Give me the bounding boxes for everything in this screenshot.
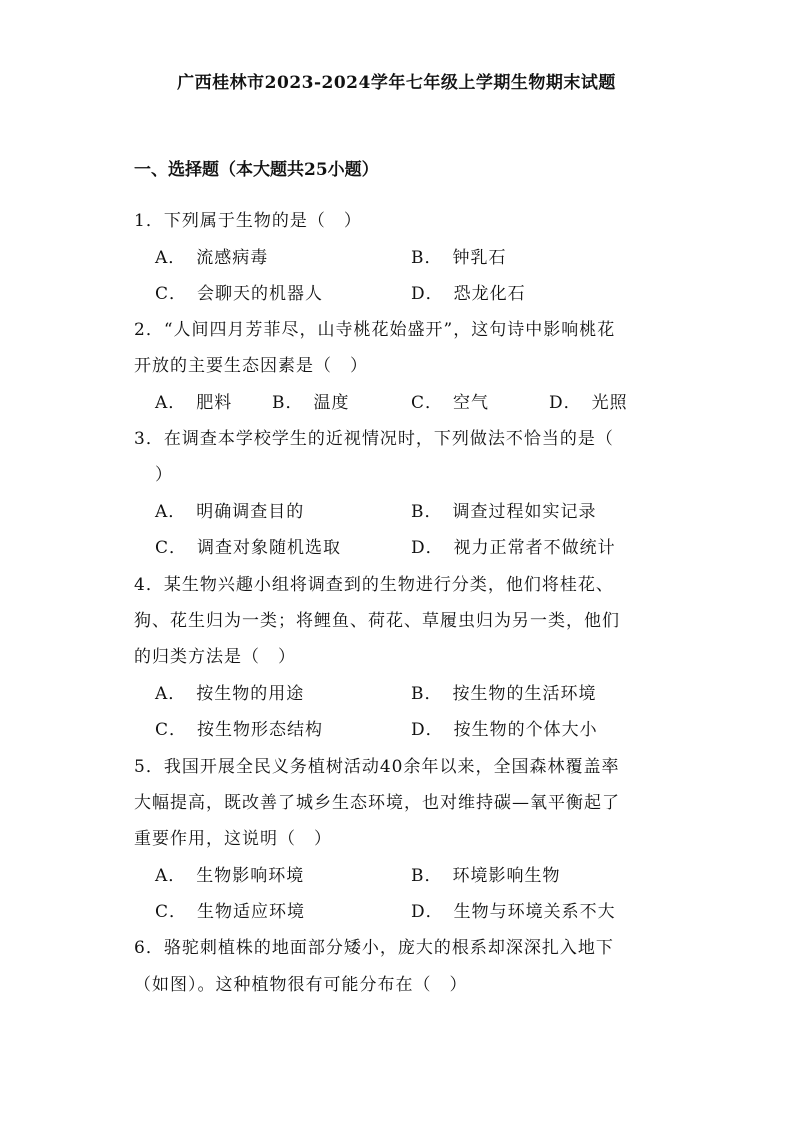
question-5-option-b[interactable]: B． 环境影响生物	[411, 866, 561, 886]
question-2-option-a[interactable]: A． 肥料	[155, 393, 233, 413]
question-6-stem-line-2: （如图）。这种植物很有可能分布在（ ）	[134, 975, 468, 995]
question-5-stem-line-1: 5．我国开展全民义务植树活动40余年以来，全国森林覆盖率	[134, 757, 620, 777]
question-5-stem-line-2: 大幅提高，既改善了城乡生态环境，也对维持碳—氧平衡起了	[134, 793, 620, 813]
question-4-option-b[interactable]: B． 按生物的生活环境	[411, 684, 597, 704]
question-1-option-b[interactable]: B． 钟乳石	[411, 248, 507, 268]
question-6-stem-line-1: 6．骆驼刺植株的地面部分矮小，庞大的根系却深深扎入地下	[134, 938, 614, 958]
question-1-option-a[interactable]: A． 流感病毒	[155, 248, 269, 268]
question-4-option-a[interactable]: A． 按生物的用途	[155, 684, 305, 704]
question-4-stem-line-2: 狗、花生归为一类；将鲤鱼、荷花、草履虫归为另一类，他们	[134, 611, 620, 631]
question-4-option-c[interactable]: C． 按生物形态结构	[155, 720, 324, 740]
question-1-option-c[interactable]: C． 会聊天的机器人	[155, 284, 324, 304]
question-5-option-c[interactable]: C． 生物适应环境	[155, 902, 306, 922]
page-title: 广西桂林市2023-2024学年七年级上学期生物期末试题	[177, 73, 616, 93]
question-2-stem-line-2: 开放的主要生态因素是（ ）	[134, 356, 368, 376]
question-2-option-c[interactable]: C． 空气	[411, 393, 490, 413]
question-2-option-d[interactable]: D． 光照	[549, 393, 628, 413]
question-1-option-d[interactable]: D． 恐龙化石	[411, 284, 526, 304]
question-3-stem-line-2: ）	[155, 465, 173, 485]
question-4-stem-line-1: 4．某生物兴趣小组将调查到的生物进行分类，他们将桂花、	[134, 575, 614, 595]
question-1-stem: 1．下列属于生物的是（ ）	[134, 211, 362, 231]
question-5-option-d[interactable]: D． 生物与环境关系不大	[411, 902, 616, 922]
question-4-option-d[interactable]: D． 按生物的个体大小	[411, 720, 598, 740]
question-2-stem-line-1: 2．“人间四月芳菲尽，山寺桃花始盛开”，这句诗中影响桃花	[134, 320, 616, 340]
question-3-stem-line-1: 3．在调查本学校学生的近视情况时，下列做法不恰当的是（	[134, 429, 614, 449]
question-3-option-a[interactable]: A． 明确调查目的	[155, 502, 305, 522]
question-3-option-b[interactable]: B． 调查过程如实记录	[411, 502, 597, 522]
question-3-option-c[interactable]: C． 调查对象随机选取	[155, 538, 342, 558]
section-heading: 一、选择题（本大题共25小题）	[134, 160, 379, 180]
question-4-stem-line-3: 的归类方法是（ ）	[134, 647, 296, 667]
question-5-stem-line-3: 重要作用，这说明（ ）	[134, 829, 332, 849]
question-3-option-d[interactable]: D． 视力正常者不做统计	[411, 538, 616, 558]
question-5-option-a[interactable]: A． 生物影响环境	[155, 866, 305, 886]
question-2-option-b[interactable]: B． 温度	[272, 393, 350, 413]
